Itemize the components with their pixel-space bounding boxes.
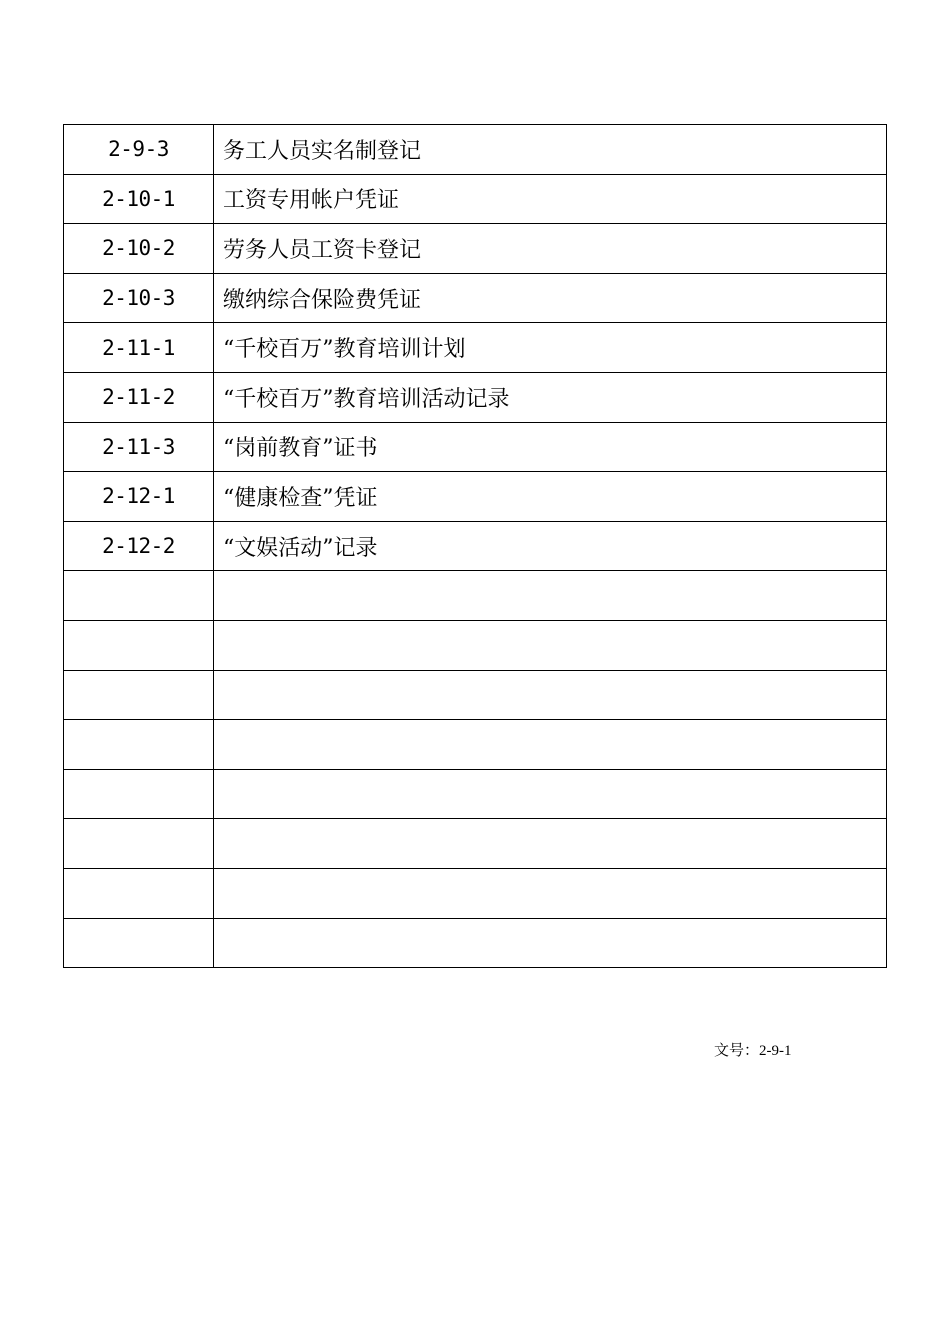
table-row (64, 868, 887, 918)
document-number: 文号：2-9-1 (714, 1043, 792, 1059)
row-title (214, 819, 887, 869)
row-title (214, 918, 887, 968)
row-code: 2-12-2 (64, 521, 214, 571)
table-row (64, 472, 887, 522)
table-row (64, 422, 887, 472)
row-title: 工资专用帐户凭证 (214, 174, 887, 224)
row-code (64, 868, 214, 918)
table-row (64, 521, 887, 571)
row-title: 劳务人员工资卡登记 (214, 224, 887, 274)
row-code: 2-11-2 (64, 372, 214, 422)
table-row (64, 323, 887, 373)
row-code: 2-10-2 (64, 224, 214, 274)
table-row (64, 819, 887, 869)
row-title: 务工人员实名制登记 (214, 125, 887, 175)
table-row (64, 224, 887, 274)
document-index-table (63, 124, 887, 968)
row-code: 2-9-3 (64, 125, 214, 175)
table-row (64, 125, 887, 175)
row-code (64, 720, 214, 770)
row-code: 2-11-3 (64, 422, 214, 472)
row-code: 2-10-1 (64, 174, 214, 224)
table-row (64, 769, 887, 819)
row-title (214, 571, 887, 621)
row-code (64, 918, 214, 968)
row-title (214, 720, 887, 770)
row-code: 2-12-1 (64, 472, 214, 522)
row-code (64, 571, 214, 621)
row-title (214, 620, 887, 670)
row-title: “千校百万”教育培训活动记录 (214, 372, 887, 422)
row-code: 2-10-3 (64, 273, 214, 323)
table-row (64, 273, 887, 323)
table-row (64, 720, 887, 770)
row-title (214, 868, 887, 918)
row-title (214, 670, 887, 720)
row-title: “健康检查”凭证 (214, 472, 887, 522)
row-title (214, 769, 887, 819)
row-title: “岗前教育”证书 (214, 422, 887, 472)
row-title: 缴纳综合保险费凭证 (214, 273, 887, 323)
row-title: “文娱活动”记录 (214, 521, 887, 571)
table-row (64, 571, 887, 621)
row-title: “千校百万”教育培训计划 (214, 323, 887, 373)
row-code (64, 620, 214, 670)
row-code: 2-11-1 (64, 323, 214, 373)
table-row (64, 174, 887, 224)
row-code (64, 769, 214, 819)
row-code (64, 670, 214, 720)
table-row (64, 620, 887, 670)
row-code (64, 819, 214, 869)
table-row (64, 670, 887, 720)
table-row (64, 372, 887, 422)
table-row (64, 918, 887, 968)
